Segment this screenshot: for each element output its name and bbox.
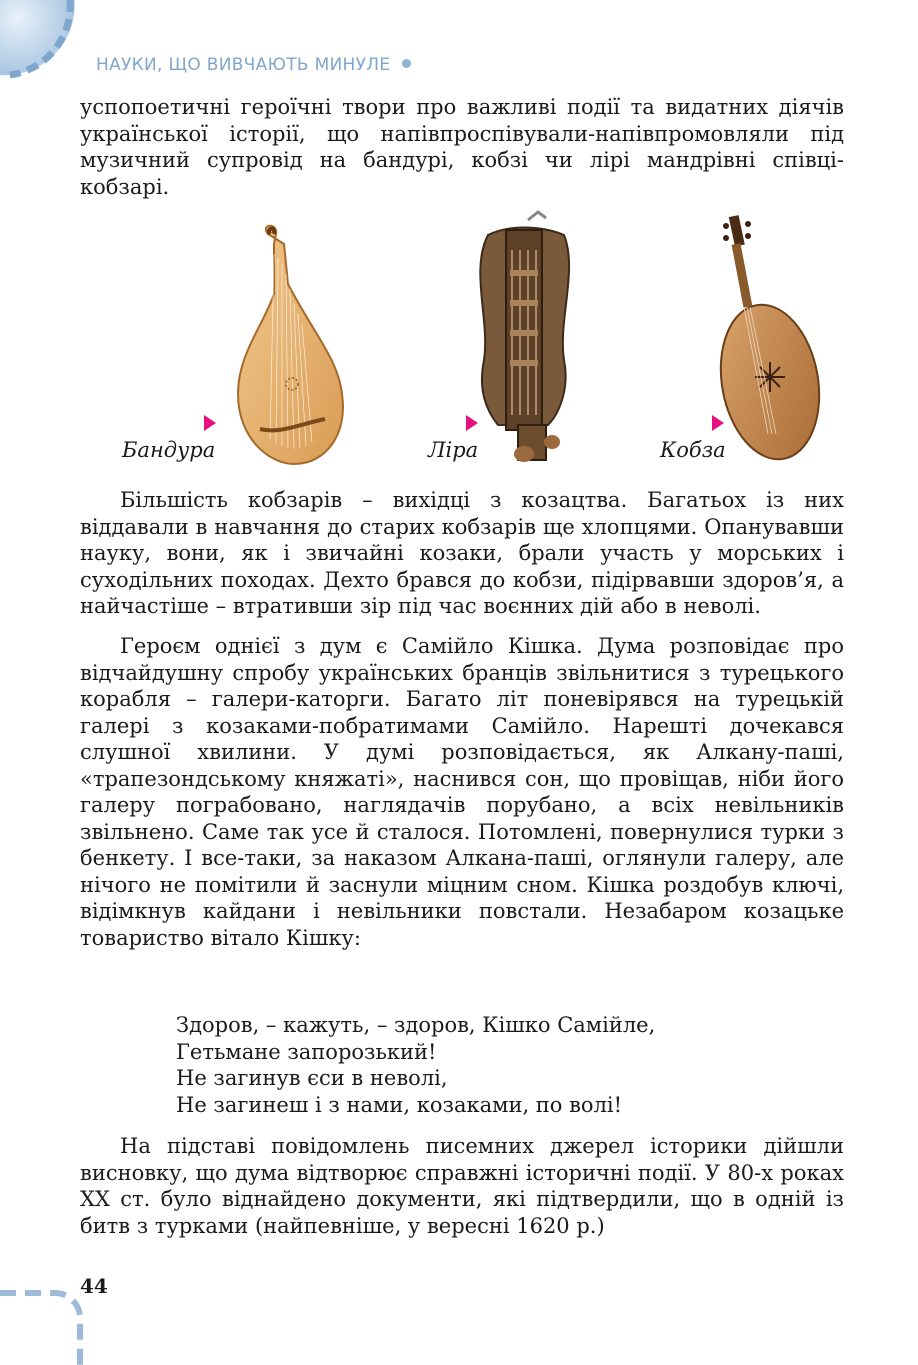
poem-line: Не загинув єси в неволі, [176,1066,448,1090]
paragraph-kobzars [80,487,844,620]
bandura-caption: Бандура [122,438,216,462]
corner-decoration-icon [0,0,90,80]
section-title: НАУКИ, ЩО ВИВЧАЮТЬ МИНУЛЕ [96,55,391,75]
poem-quote [176,1012,655,1118]
paragraph-3: Героєм однієї з дум є Самійло Кішка. Дума розповідає про відчайдушну спробу українських бранців звільнитися з турецького корабля – галери-каторги. Багато літ поневірявся на турецькій галері з козаками-побратимами Самійло. Нарешті дочекався слушної хвилини. У думі розповідається, як Алкану-паші, «трапезондському княжаті», наснився сон, що провіщав, ніби його галеру пограбовано, наглядачів порубано, а всіх невільників звільнено. Саме так усе й сталося. Потомлені, повернулися турки з бенкету. І все-таки, за наказом Алкана-паші, оглянули галеру, але нічого не помітили й заснули міцним сном. Кішка роздобув ключі, відімкнув кайдани і невільники повстали. Незабаром козацьке товариство вітало Кішку: [80,634,844,950]
page-number: 44 [80,1274,108,1298]
bandura-marker-icon [204,415,216,431]
kobza-marker-icon [712,415,724,431]
section-header [96,55,411,75]
paragraph-4: На підставі повідомлень писемних джерел історики дійшли висновку, що дума відтворює справжні історичні події. У 80-х роках XX ст. було віднайдено документи, які підтвердили, що в одній із битв з турками (найпевніше, у вересні 1620 р.) [80,1134,844,1238]
poem-line: Не загинеш і з нами, козаками, по волі! [176,1092,623,1117]
lira-image [468,210,580,468]
paragraph-intro [80,94,844,200]
paragraph-conclusion [80,1133,844,1239]
instruments-figure [80,210,844,470]
paragraph-1: успопоетичні героїчні твори про важливі події та видатних діячів української історії, що напівпроспівували-напівпромовляли під музичний супровід на бандурі, кобзі чи лірі мандрівні співці-кобзарі. [80,95,844,199]
corner-dashes-icon [0,1285,100,1365]
lira-caption: Ліра [428,438,479,462]
kobza-image [716,212,834,467]
kobza-caption: Кобза [660,438,726,462]
lira-marker-icon [466,415,478,431]
paragraph-2: Більшість кобзарів – вихідці з козацтва. Багатьох із них віддавали в навчання до старих кобзарів ще хлопцями. Опанувавши науку, вони, як і звичайні козаки, брали участь у морських і суходільних походах. Дехто брався до кобзи, підірвавши здоров’я, а найчастіше – втративши зір під час воєнних дій або в неволі. [80,488,844,618]
poem-line: Гетьмане запорозький! [176,1039,437,1064]
bandura-image [230,224,350,469]
bullet-dot-icon [402,59,411,68]
poem-line: Здоров, – кажуть, – здоров, Кішко Самійле, [176,1013,656,1037]
paragraph-kishka [80,633,844,951]
